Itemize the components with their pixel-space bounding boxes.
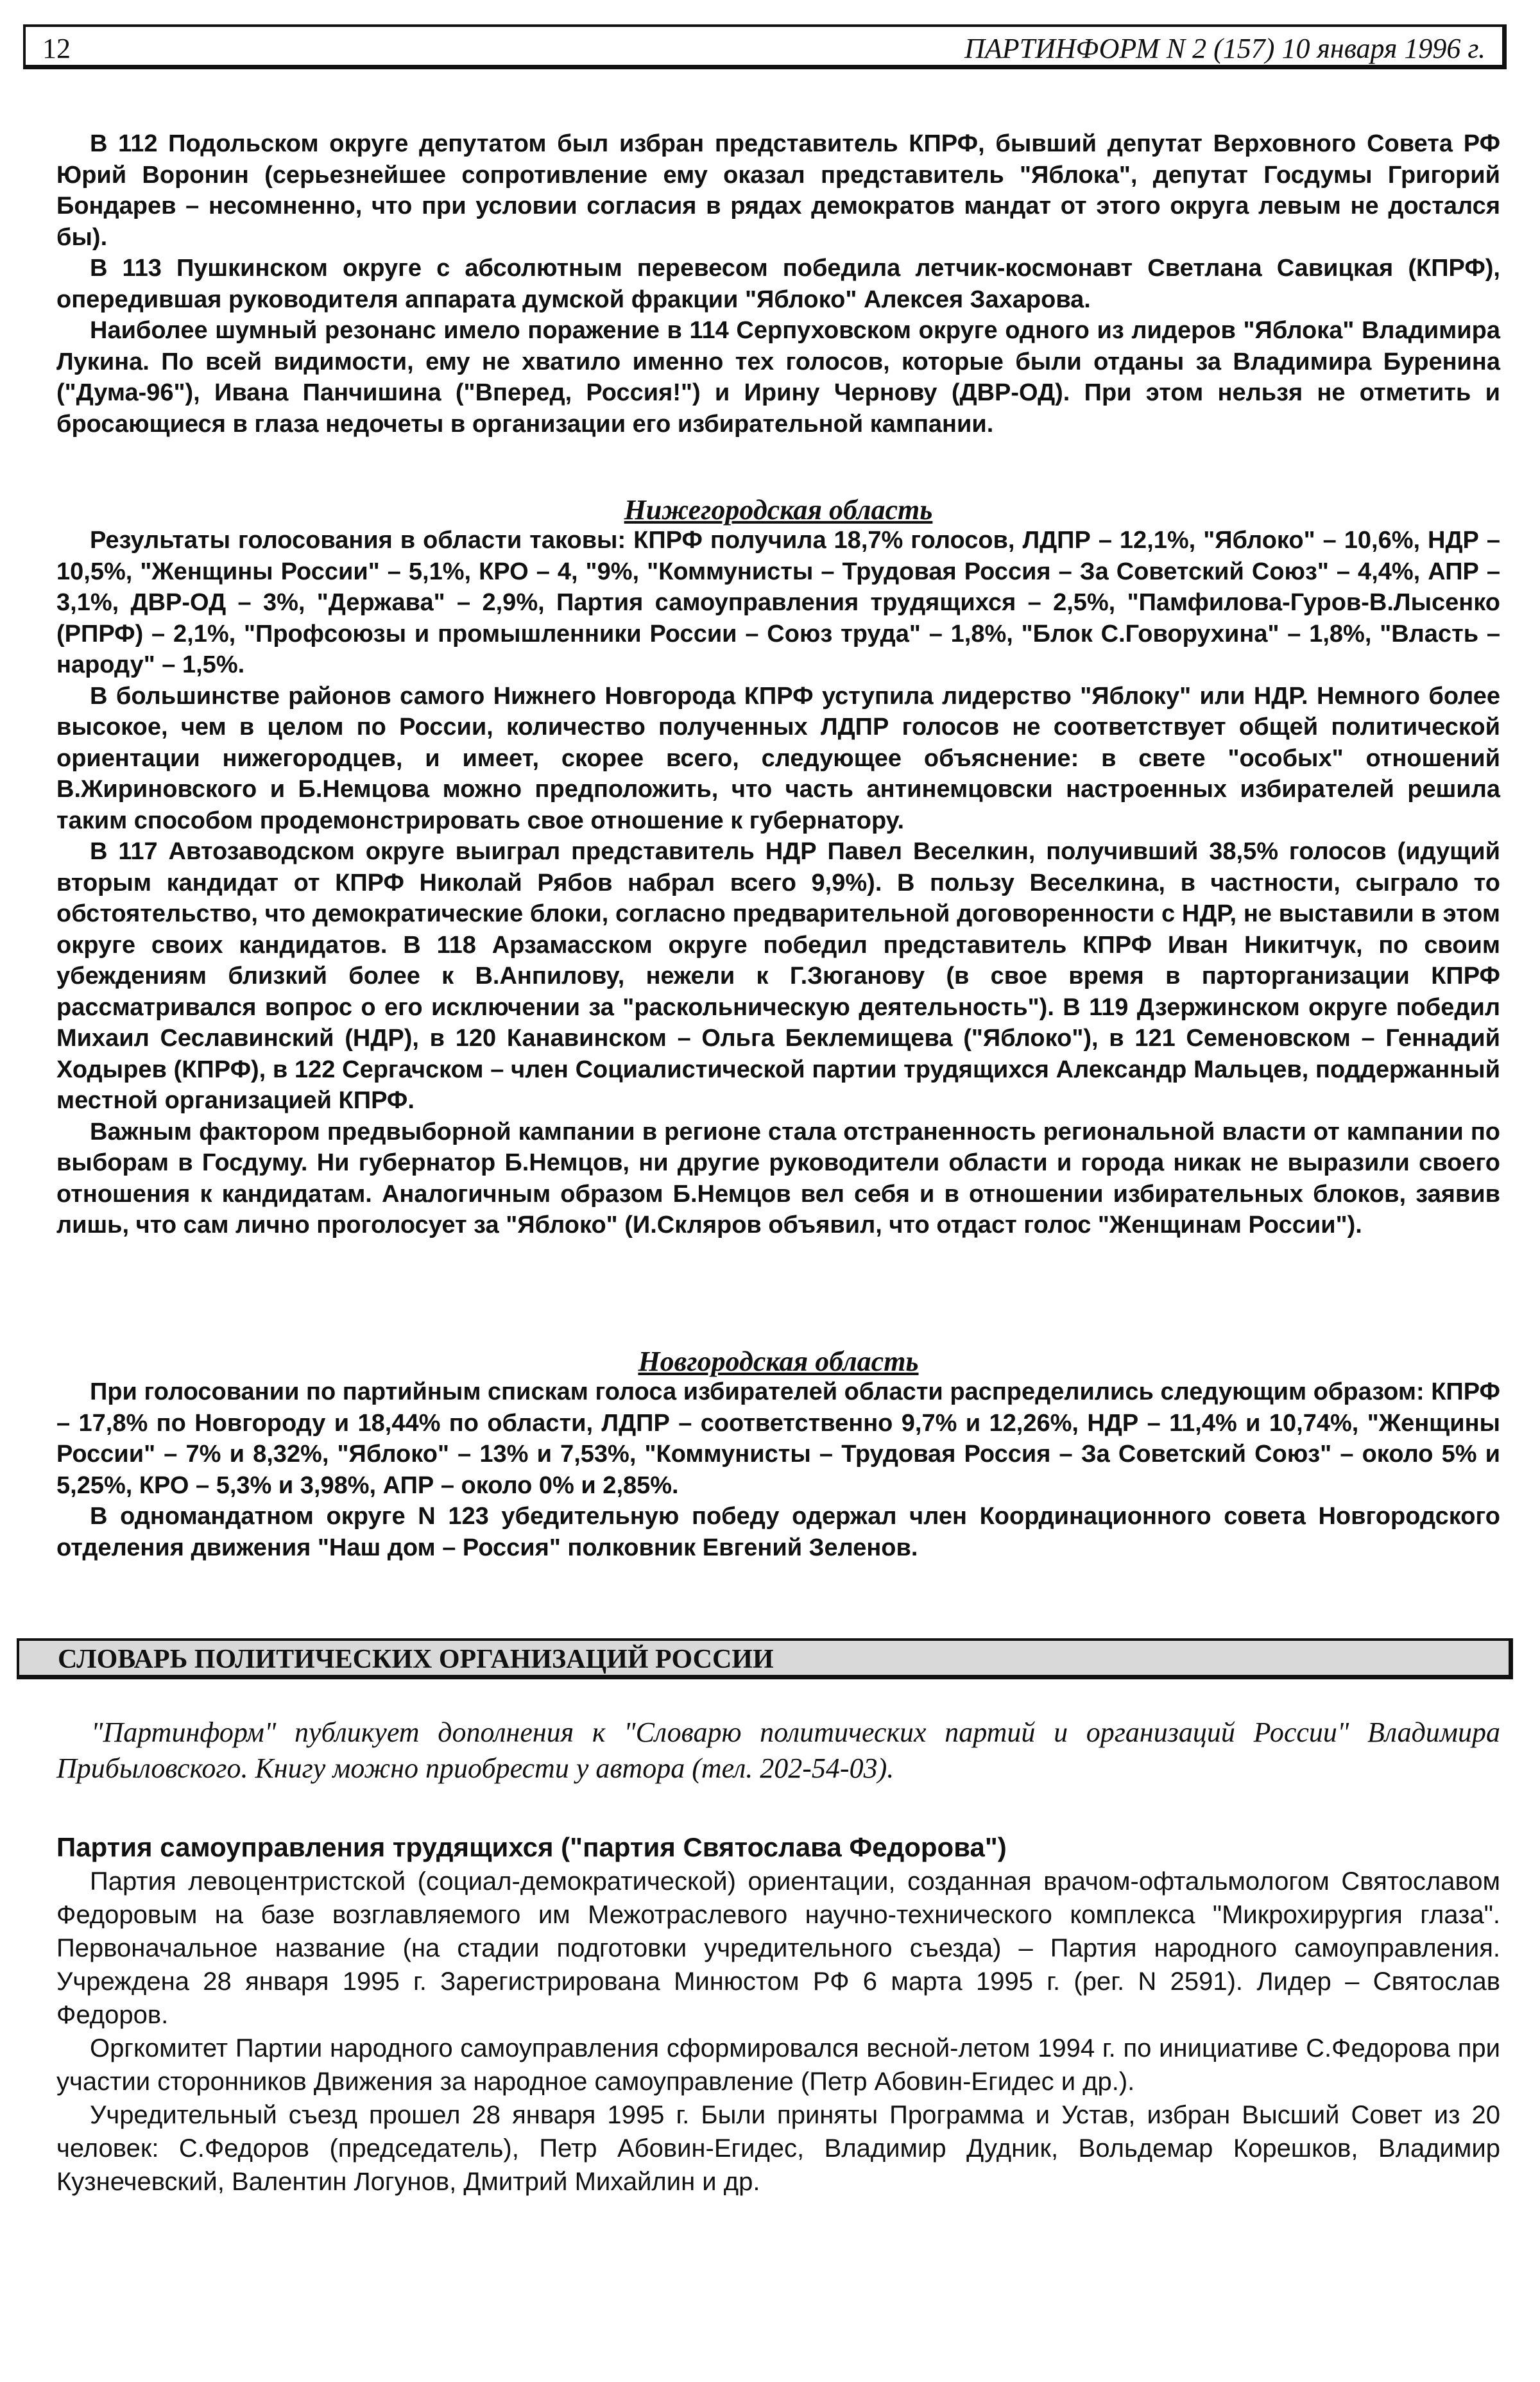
region-heading-nizhny: Нижегородская область [624,494,933,526]
paragraph: В одномандатном округе N 123 убедительную победу одержал член Координационного совета Новгородского отделения движения "Наш дом – Россия" полковник Евгений Зеленов. [56,1503,1500,1561]
nizhny-novgorod-block [56,525,1500,1241]
entry-body [56,1865,1500,2198]
region-heading-novgorod: Новгородская область [638,1346,919,1377]
paragraph: При голосовании по партийным спискам голоса избирателей области распределились следующим образом: КПРФ – 17,8% по Новгороду и 18,44% по области, ЛДПР – соответственно 9,7% и 12,26%, НДР – 11,4% и 10,74%, "Женщины России" – 7% и 8,32%, "Яблоко" – 13% и 7,53%, "Коммунисты – Трудовая Россия – За Советский Союз" – около 5% и 5,25%, КРО – 5,3% и 3,98%, АПР – около 0% и 2,85%. [56,1378,1500,1499]
paragraph: В 113 Пушкинском округе с абсолютным перевесом победила летчик-космонавт Светлана Савицкая (КПРФ), опередившая руководителя аппарата думской фракции "Яблоко" Алексея Захарова. [56,255,1500,313]
paragraph: В большинстве районов самого Нижнего Новгорода КПРФ уступила лидерство "Яблоку" или НДР. Немного более высокое, чем в целом по России, количество полученных ЛДПР голосов не соответствует общей политической ориентации нижегородцев, и имеет, скорее всего, следующее объяснение: в свете "особых" отношений В.Жириновского и Б.Немцова можно предположить, что часть антинемцовски настроенных избирателей решила таким способом продемонстрировать свое отношение к губернатору. [56,682,1500,834]
page-header [23,24,1507,69]
paragraph: Оргкомитет Партии народного самоуправления сформировался весной-летом 1994 г. по инициативе С.Федорова при участии сторонников Движения за народное самоуправление (Петр Абовин-Егидес и др.). [56,2034,1500,2096]
moscow-region-block [56,128,1500,440]
paragraph: В 117 Автозаводском округе выиграл представитель НДР Павел Веселкин, получивший 38,5% голосов (идущий вторым кандидат от КПРФ Николай Рябов набрал всего 9,9%). В пользу Веселкина, в частности, сыграло то обстоятельство, что демократические блоки, согласно предварительной договоренности с НДР, не выставили в этом округе своих кандидатов. В 118 Арзамасском округе победил представитель КПРФ Иван Никитчук, по своим убеждениям близкий более к В.Анпилову, нежели к Г.Зюганову (в свое время в парторганизации КПРФ рассматривался вопрос о его исключении за "раскольническую деятельность"). В 119 Дзержинском округе победил Михаил Сеславинский (НДР), в 120 Канавинском – Ольга Беклемищева ("Яблоко"), в 121 Семеновском – Геннадий Ходырев (КПРФ), в 122 Сергачском – член Социалистической партии трудящихся Александр Мальцев, поддержанный местной организацией КПРФ. [56,838,1500,1114]
entry-title: Партия самоуправления трудящихся ("партия Святослава Федорова") [56,1832,1007,1862]
issue-line: ПАРТИНФОРМ N 2 (157) 10 января 1996 г. [964,33,1485,64]
novgorod-block [56,1376,1500,1563]
paragraph: Результаты голосования в области таковы: КПРФ получила 18,7% голосов, ЛДПР – 12,1%, "Яблоко" – 10,6%, НДР – 10,5%, "Женщины России" – 5,1%, КРО – 4, "9%, "Коммунисты – Трудовая Россия – За Советский Союз" – 4,4%, АПР – 3,1%, ДВР-ОД – 3%, "Держава" – 2,9%, Партия самоуправления трудящихся – 2,5%, "Памфилова-Гуров-В.Лысенко (РПРФ) – 2,1%, "Профсоюзы и промышленники России – Союз труда" – 1,8%, "Блок С.Говорухина" – 1,8%, "Власть – народу" – 1,5%. [56,527,1500,678]
section-title-bar [17,1638,1513,1679]
page-number: 12 [42,33,71,64]
paragraph: Учредительный съезд прошел 28 января 1995 г. Были приняты Программа и Устав, избран Высший Совет из 20 человек: С.Федоров (председатель), Петр Абовин-Егидес, Владимир Дудник, Вольдемар Корешков, Владимир Кузнечевский, Валентин Логунов, Дмитрий Михайлин и др. [56,2101,1500,2196]
paragraph: Партия левоцентристской (социал-демократической) ориентации, созданная врачом-офтальмологом Святославом Федоровым на базе возглавляемого им Межотраслевого научно-технического комплекса "Микрохирургия глаза". Первоначальное название (на стадии подготовки учредительного съезда) – Партия народного самоуправления. Учреждена 28 января 1995 г. Зарегистрирована Минюстом РФ 6 марта 1995 г. (рег. N 2591). Лидер – Святослав Федоров. [56,1867,1500,2029]
section-title: СЛОВАРЬ ПОЛИТИЧЕСКИХ ОРГАНИЗАЦИЙ РОССИИ [58,1645,774,1674]
paragraph: В 112 Подольском округе депутатом был избран представитель КПРФ, бывший депутат Верховного Совета РФ Юрий Воронин (серьезнейшее сопротивление ему оказал представитель "Яблока", депутат Госдумы Григорий Бондарев – несомненно, что при условии согласия в рядах демократов мандат от этого округа левым не достался бы). [56,130,1500,251]
dictionary-intro: "Партинформ" публикует дополнения к "Словарю политических партий и организаций России" Владимира Прибыловского. Книгу можно приобрести у автора (тел. 202-54-03). [56,1717,1500,1784]
paragraph: Наиболее шумный резонанс имело поражение в 114 Серпуховском округе одного из лидеров "Яблока" Владимира Лукина. По всей видимости, ему не хватило именно тех голосов, которые были отданы за Владимира Буренина ("Дума-96"), Ивана Панчишина ("Вперед, Россия!") и Ирину Чернову (ДВР-ОД). При этом нельзя не отметить и бросающиеся в глаза недочеты в организации его избирательной кампании. [56,317,1500,438]
paragraph: Важным фактором предвыборной кампании в регионе стала отстраненность региональной власти от кампании по выборам в Госдуму. Ни губернатор Б.Немцов, ни другие руководители области и города никак не выразили своего отношения к кандидатам. Аналогичным образом Б.Немцов вел себя и в отношении избирательных блоков, заявив лишь, что сам лично проголосует за "Яблоко" (И.Скляров объявил, что отдаст голос "Женщинам России"). [56,1118,1500,1238]
